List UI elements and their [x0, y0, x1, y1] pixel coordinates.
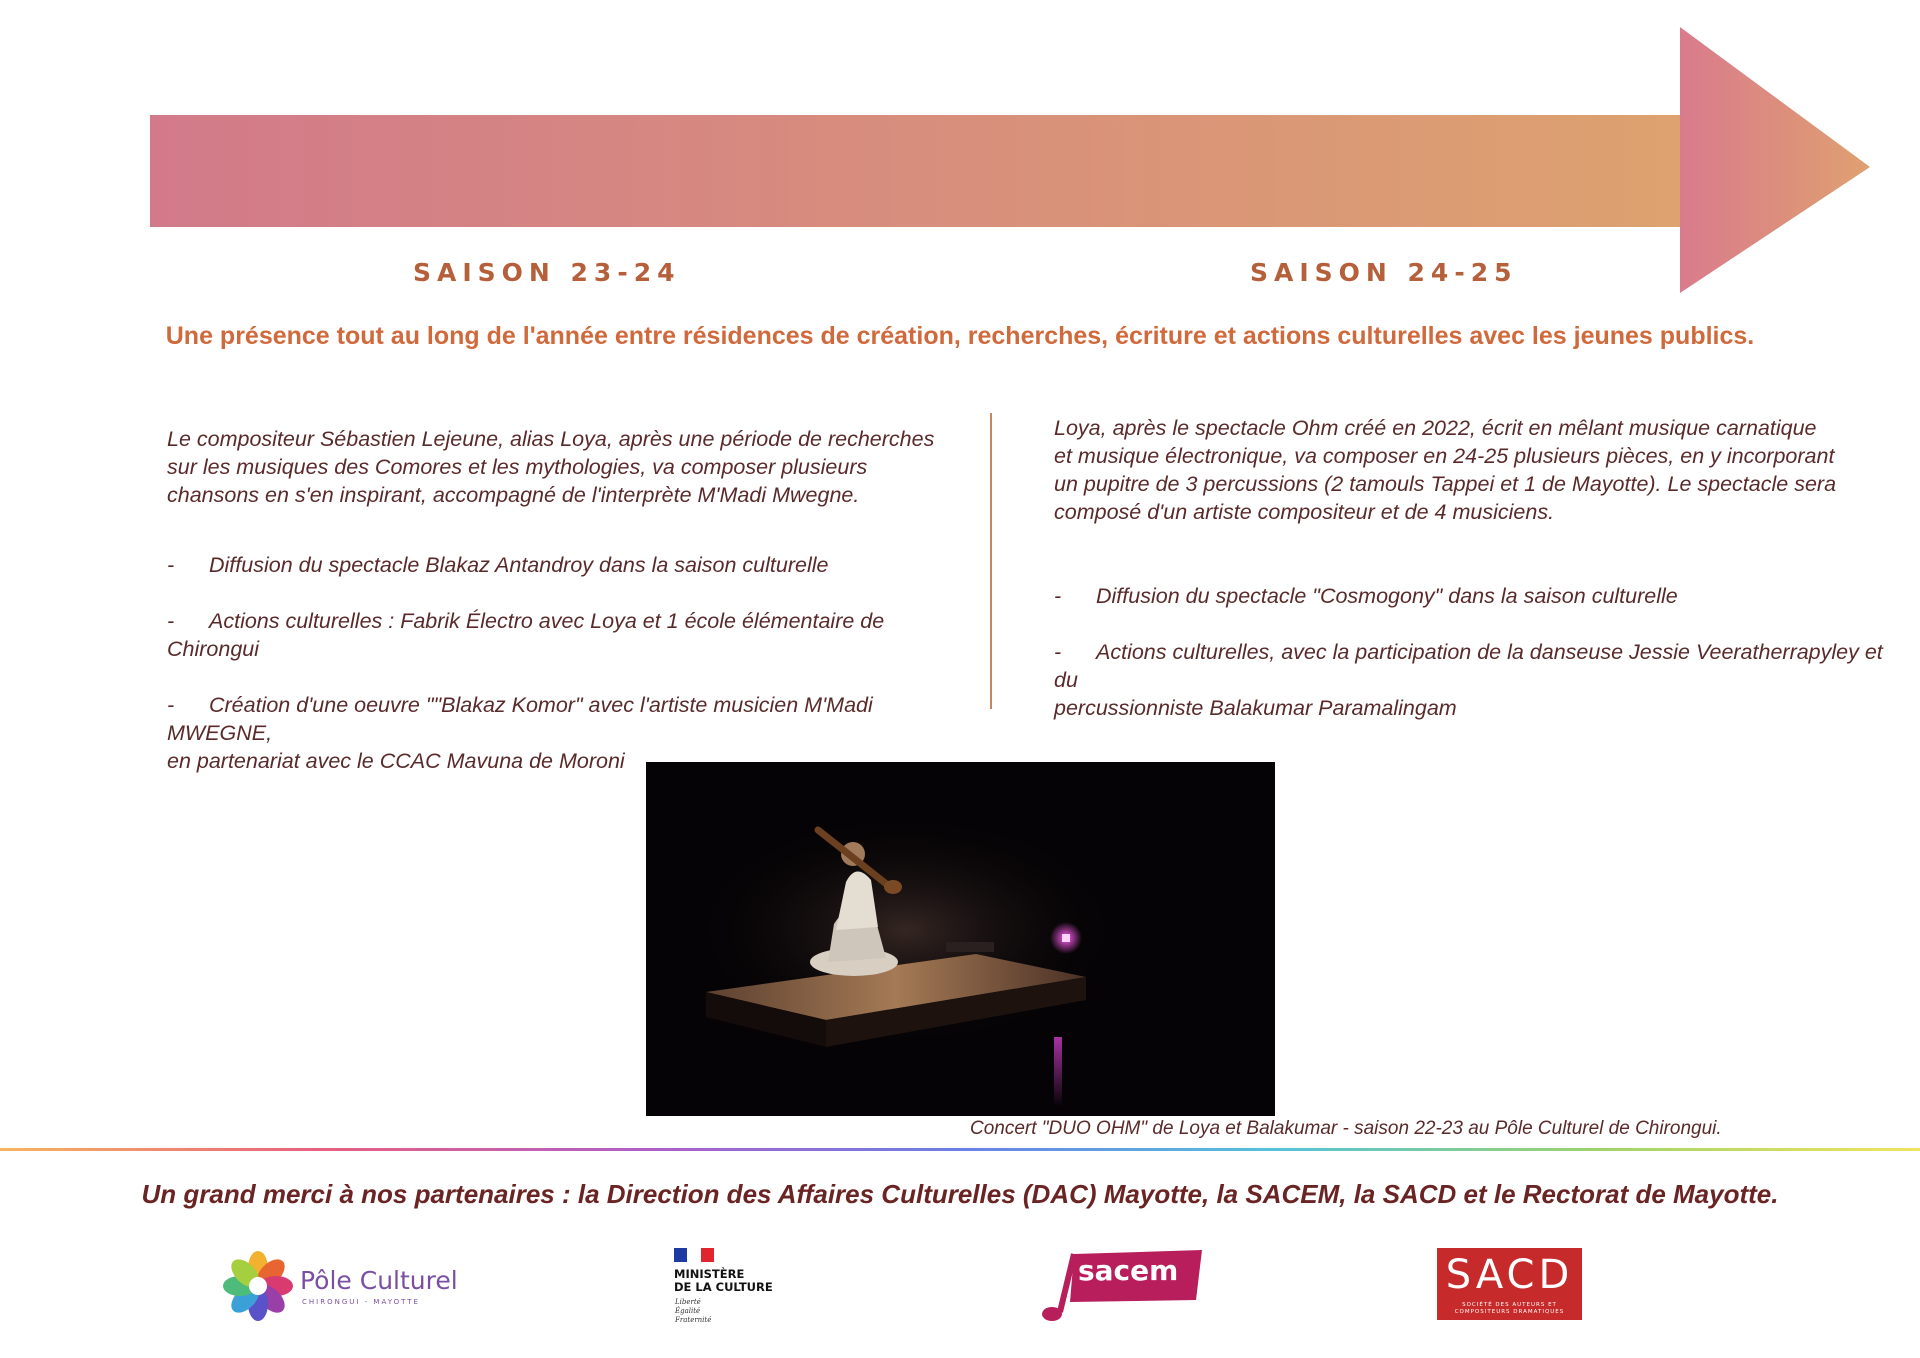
season-23-24-bullet-diffusion: - Diffusion du spectacle Blakaz Antandroy dans la saison culturelle: [167, 553, 829, 577]
photo-caption: Concert "DUO OHM" de Loya et Balakumar - saison 22-23 au Pôle Culturel de Chirongui.: [970, 1118, 1722, 1139]
tagline: Une présence tout au long de l'année entre résidences de création, recherches, écriture et actions culturelles avec les jeunes publics.: [165, 322, 1755, 350]
season-23-24-column: [167, 425, 957, 775]
marianne-flag-icon: [674, 1248, 714, 1262]
season-label-24-25: SAISON 24-25: [1250, 258, 1518, 287]
partners-thanks: Un grand merci à nos partenaires : la Direction des Affaires Culturelles (DAC) Mayotte, la SACEM, la SACD et le Rectorat de Mayotte.: [141, 1179, 1779, 1209]
season-23-24-bullet-creation: - Création d'une oeuvre ""Blakaz Komor" avec l'artiste musicien M'Madi MWEGNE, en partenariat avec le CCAC Mavuna de Moroni: [167, 693, 873, 773]
rainbow-divider: [0, 1148, 1920, 1151]
ministere-culture-logo: MINISTÈRE DE LA CULTURE Liberté Égalité Fraternité: [672, 1246, 792, 1328]
season-23-24-bullet-actions: - Actions culturelles : Fabrik Électro avec Loya et 1 école élémentaire de Chirongui: [167, 609, 885, 661]
season-label-23-24: SAISON 23-24: [413, 258, 681, 287]
sacem-logo: sacem: [1038, 1248, 1203, 1324]
season-23-24-intro: Le compositeur Sébastien Lejeune, alias Loya, après une période de recherches sur les musiques des Comores et les mythologies, va composer plusieurs chansons en s'en inspirant, accompagné de l'interprète M'Madi Mwegne.: [167, 427, 935, 507]
season-24-25-column: [1054, 414, 1894, 722]
concert-photo: [646, 762, 1275, 1116]
column-divider: [990, 413, 992, 709]
season-24-25-bullet-actions: - Actions culturelles, avec la participation de la danseuse Jessie Veeratherrapyley et du percussionniste Balakumar Paramalingam: [1054, 640, 1883, 720]
season-24-25-intro: Loya, après le spectacle Ohm créé en 2022, écrit en mêlant musique carnatique et musique électronique, va composer en 24-25 plusieurs pièces, en y incorporant un pupitre de 3 percussions (2 tamouls Tappei et 1 de Mayotte). Le spectacle sera composé d'un artiste compositeur et de 4 musiciens.: [1054, 416, 1837, 524]
season-24-25-bullet-diffusion: - Diffusion du spectacle "Cosmogony" dans la saison culturelle: [1054, 584, 1678, 608]
pole-culturel-logo: Pôle Culturel CHIRONGUI - MAYOTTE: [220, 1248, 470, 1324]
sacd-logo: SACD SOCIÉTÉ DES AUTEURS ET COMPOSITEURS DRAMATIQUES: [1437, 1248, 1582, 1320]
pole-flower-icon: [220, 1248, 296, 1324]
timeline-arrow: [150, 25, 1870, 295]
